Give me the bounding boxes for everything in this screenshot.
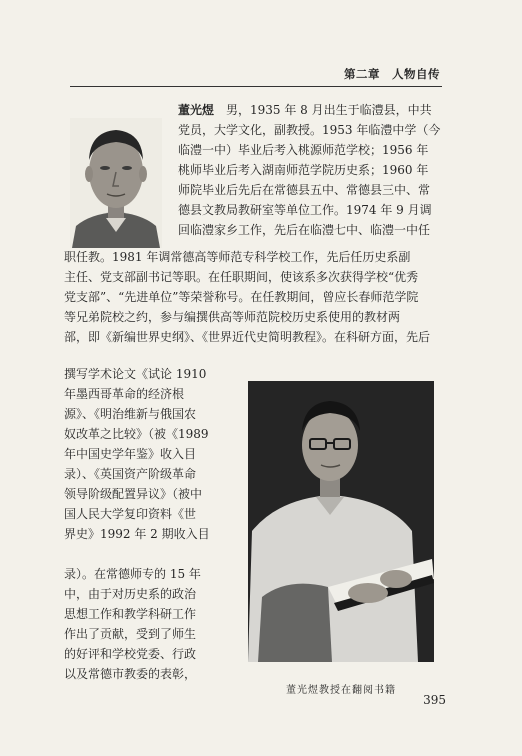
- text-line: 回临澧家乡工作，先后在临澧七中、临澧一中任: [178, 223, 431, 237]
- text-line: 奴改革之比较》（被《1989: [64, 427, 209, 441]
- running-header: [70, 64, 442, 87]
- text-line: 界史》1992 年 2 期收入目: [64, 527, 210, 541]
- text-line: 董光煜 男，1935 年 8 月出生于临澧县，中共: [178, 103, 432, 117]
- text-line: 录）。在常德师专的 15 年: [64, 567, 201, 581]
- text-line: 主任、党支部副书记等职。在任职期间，使该系多次获得学校“优秀: [64, 270, 419, 284]
- page-number: 395: [423, 693, 446, 707]
- portrait-drawing: [70, 118, 162, 248]
- text-line: 的好评和学校党委、行政: [64, 647, 197, 661]
- text-line: 师院毕业后先后在常德县五中、常德县三中、常: [178, 183, 431, 197]
- text-line: 录）、《英国资产阶级革命: [64, 467, 197, 481]
- person-name: 董光煜: [178, 103, 215, 117]
- reading-photo: [248, 381, 434, 662]
- text-line: 源》、《明治维新与俄国农: [64, 407, 197, 421]
- text-line: 年墨西哥革命的经济根: [64, 387, 185, 401]
- photo-caption: 董光煜教授在翻阅书籍: [286, 685, 396, 696]
- text-line: 领导阶级配置异议》（被中: [64, 487, 203, 501]
- text-line: 临澧一中）毕业后考入桃源师范学校；1956 年: [178, 143, 429, 157]
- text-line: 思想工作和教学科研工作: [64, 607, 197, 621]
- chapter-title: 第二章 人物自传: [344, 67, 440, 81]
- text-line: 党支部”、“先进单位”等荣誉称号。在任教期间，曾应长春师范学院: [64, 290, 419, 304]
- text-line: 国人民大学复印资料《世: [64, 507, 197, 521]
- text-line: 以及常德市教委的表彰，: [64, 667, 197, 681]
- text-line: 中，由于对历史系的政治: [64, 587, 197, 601]
- text-line: 德县文教局教研室等单位工作。1974 年 9 月调: [178, 203, 432, 217]
- reading-photo-drawing: [248, 381, 434, 662]
- text-line: 职任教。1981 年调常德高等师范专科学校工作，先后任历史系副: [64, 250, 411, 264]
- text-line: 部，即《新编世界史纲》、《世界近代史简明教程》。在科研方面，先后: [64, 330, 431, 344]
- portrait-photo: [70, 118, 162, 248]
- text-line: 撰写学术论文《试论 1910: [64, 367, 207, 381]
- text-line: 作出了贡献，受到了师生: [64, 627, 197, 641]
- text-line: 党员，大学文化，副教授。1953 年临澧中学（今: [178, 123, 441, 137]
- text-line: 等兄弟院校之约，参与编撰供高等师范院校历史系使用的教材两: [64, 310, 401, 324]
- text-line: 年中国史学年鉴》收入目: [64, 447, 197, 461]
- text-line: 桃师毕业后考入湖南师范学院历史系；1960 年: [178, 163, 429, 177]
